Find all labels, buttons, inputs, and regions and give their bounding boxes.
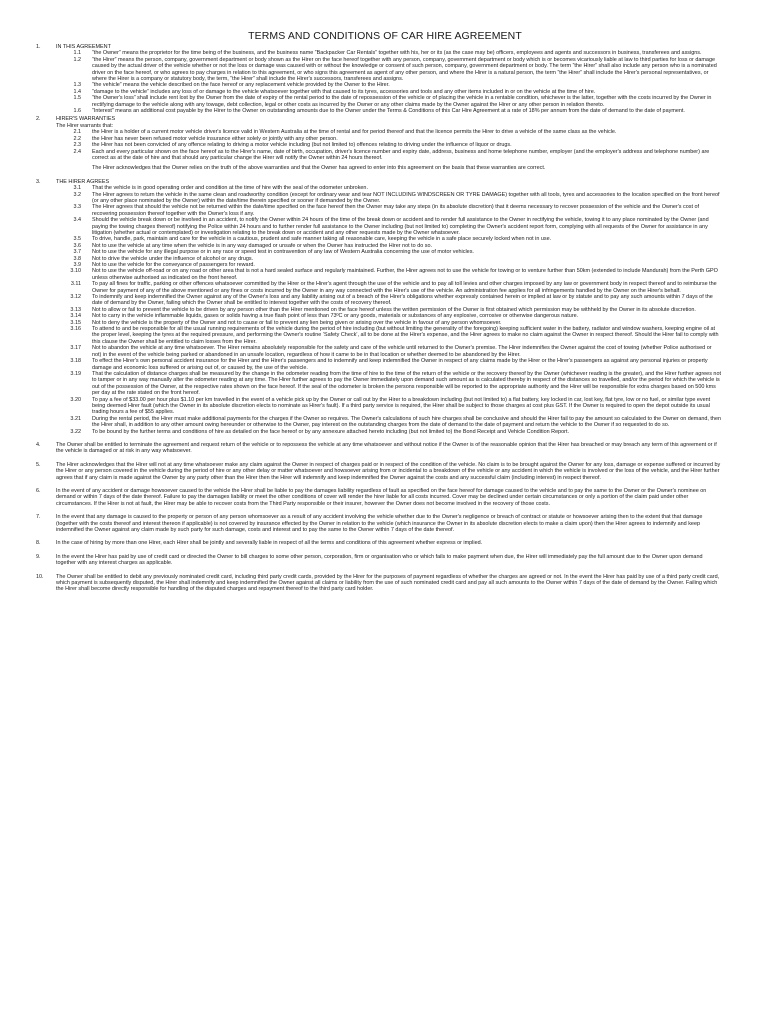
section-5 (0, 462, 770, 481)
clause-text: “the vehicle” means the vehicle described on the face hereof or any replacement vehicle provided by the Owner to the Hirer. (92, 82, 390, 89)
clause (0, 416, 770, 429)
section-8 (0, 540, 770, 546)
clause-number: 1.5 (73, 95, 81, 102)
clause-number: 3.3 (73, 204, 81, 211)
clause-text: To effect the Hirer's own personal accident insurance for the Hirer and the Hirer's passengers and to indemnify and keep indemnified the Owner in respect of any claims made by the Hirer or the Hirer's passengers as against any personal injuries or property damage and economic loss suffered or arising out of, or caused by, the use of the vehicle. (92, 358, 708, 371)
clause-number: 3.6 (73, 242, 81, 249)
clause (0, 371, 770, 397)
section-3 (0, 179, 770, 435)
section-text: The Owner shall be entitled to terminate the agreement and request return of the vehicle or to repossess the vehicle at any time whatsoever and without notice if the Owner is of the reasonable opinion that the Hirer has breached or may breach any term of this agreement or if the vehicle is damaged or at risk in any way whatsoever. (56, 441, 717, 455)
section-heading: THE HIRER AGREES (56, 178, 110, 185)
clause-text: Each and every particular shown on the face hereof as to the Hirer's name, date of birth, occupation, driver's licence number and expiry date, address, business and home telephone number, employer (and the employer's address and telephone number) are correct as at the date of hire and that should any particular change the Hirer will notify the Owner within 24 hours thereof. (92, 148, 710, 161)
clause-number: 1.4 (73, 88, 81, 95)
clause (0, 217, 770, 236)
clause-text: That the calculation of distance charges shall be measured by the change in the odometer reading from the time of hire to the time of the return of the vehicle or the recovery thereof by the Owner (whichever reading is the greater), and the Hirer further agrees not to tamper or in any way manually alter the odometer reading at any time. The Hirer further agrees to pay the Owner immediately upon demand such amount as is calculated thereby in respect of the distances so travelled, and/or the period for which the vehicle is out of the possession of the Owner, at the respective rates shown on the face hereof. If the seal of the odometer is broken the persons responsible will be reported to the appropriate authority and the Hirer will be responsible for extra charges based on 500 kms per day at the rate stated on the front hereof. (92, 370, 721, 397)
clause (0, 204, 770, 217)
section-10 (0, 574, 770, 593)
clause-text: The Hirer agrees to return the vehicle in the same clean and roadworthy condition (except for ordinary wear and tear NOT INCLUDING WINDSCREEN OR TYRE DAMAGE) together with all tools, tyres and accessories to the location specified on the front hereof (or any other place nominated by the Owner) within the date/time therein specified or sooner if demanded by the Owner. (92, 191, 720, 204)
section-number: 4. (36, 441, 41, 448)
section-heading: IN THIS AGREEMENT (56, 44, 111, 50)
clause-number: 1.6 (73, 108, 81, 115)
clause-text: “Interest” means an additional cost payable by the Hirer to the Owner on outstanding amounts due to the Owner under the Terms & Conditions of this Car Hire Agreement at a rate of 18% per annum from the date of demand to the date of payment. (92, 108, 685, 115)
clause-number: 3.22 (70, 428, 81, 435)
clause-number: 3.9 (73, 262, 81, 268)
section-number: 8. (36, 540, 41, 547)
document (0, 30, 770, 600)
section-text: In the event that any damage is caused to the property or person of any person whomsoever as a result of any accident involving the vehicle whether due to the Owner's negligence or breach of contract or statute or howsoever arising then to the extent that that damage (together with the costs thereof and interest thereon if applicable) is not covered by insurance effected by the Owner in relation to the vehicle (which insurance the Owner in its absolute discretion elects to make a claim upon) then the Hirer agrees to indemnify and keep indemnified the Owner against any claim made by such party for such damage, costs and interest and to pay the same to the Owner within 7 days of the date thereof. (56, 514, 703, 534)
clause-text: Not to use the vehicle off-road or on any road or other area that is not a hard sealed surface and regularly maintained. Further, the Hirer agrees not to use the vehicle for towing or to venture further than 50km (extended to include Mandurah) from the Perth GPO unless otherwise authorised as indicated on the front hereof. (92, 268, 718, 281)
section-4 (0, 442, 770, 455)
clause-number: 3.20 (70, 396, 81, 403)
section-text: The Hirer acknowledges that the Hirer will not at any time whatsoever make any claim against the Owner in respect of charges paid or in respect of the condition of the vehicle. No claim is to be brought against the Owner for any loss, damage or expense suffered or incurred by the Hirer or any person covered in the vehicle during the period of hire or any other delay or matter whatsoever and howsoever arising from or incidental to a breakdown of the vehicle or any accident in which the vehicle is involved or the loss of the vehicle, and the Hirer further agrees that if any claim is made against the Owner by any party other than the Hirer then the Hirer will indemnify and keep indemnified the Owner against the costs and any successful claim (including interest) in respect thereof. (56, 461, 721, 481)
clause-number: 3.12 (70, 294, 81, 301)
section-1 (0, 44, 770, 114)
clause-number: 3.10 (70, 268, 81, 275)
section-text: The Owner shall be entitled to debit any previously nominated credit card, including third party credit cards, provided by the Hirer for the purposes of payment regardless of whether the charges are agreed or not. In the event the Hirer has paid by use of a third party credit card, which payment is subsequently disputed, the Hirer shall indemnify and keep indemnified the Owner against all claims or liability from the use of such nominated credit card and pay all such amounts to the Owner within 7 days of the date of demand by the Owner. Failing which the Hirer shall become directly responsible for handling of the disputed charges and repayment thereof to the third party card holder. (56, 573, 720, 593)
clause-text: Should the vehicle break down or be involved in an accident, to notify the Owner within 24 hours of the time of the break down or accident and to render full assistance to the Owner in rectifying the vehicle, towing it to any place nominated by the Owner (and paying the towing charges thereof) notifying the Police within 24 hours and to further render full assistance to the Owner including (but not limited to) completing the Owner's accident report form, complying with all requests of the Owner for assistance in any litigation (whether actual or contemplated) or investigation relating to the break down or accident and any other requests made by the Owner whatsoever. (92, 217, 709, 236)
section-spacer (0, 435, 770, 442)
terms-sections (0, 44, 770, 600)
clause (0, 57, 770, 83)
section-number: 3. (36, 178, 41, 185)
clause-text: That the vehicle is in good operating order and condition at the time of hire with the seal of the odometer unbroken. (92, 185, 368, 192)
section-note: The Hirer acknowledges that the Owner relies on the truth of the above warranties and that the Owner has agreed to enter into this agreement on the basis that these warranties are correct. (92, 165, 546, 172)
clause-number: 1.1 (73, 50, 81, 57)
section-spacer (0, 533, 770, 540)
section-number: 2. (36, 116, 41, 123)
clause-text: Not to use the vehicle for the conveyance of passengers for reward. (92, 262, 255, 268)
clause-number: 3.5 (73, 236, 81, 243)
clause (0, 397, 770, 416)
clause (0, 108, 770, 114)
clause-number: 1.3 (73, 82, 81, 89)
clause-text: Not to drive the vehicle under the influence of alcohol or any drugs. (92, 255, 254, 262)
clause-number: 3.7 (73, 249, 81, 256)
clause-number: 3.2 (73, 191, 81, 198)
clause-text: To pay all fines for traffic, parking or other offences whatsoever committed by the Hirer or the Hirer's agent through the use of the vehicle and to pay all toll levies and other charges imposed by any law or government body in respect thereof and to reimburse the Owner for payment of any of the above mentioned or any fines or costs incurred by the Owner in any way connected with the Hirer's use of the vehicle. An administration fee applies for all infringements handled by the Owner on the Hirer's behalf. (92, 281, 717, 294)
clause-text: Not to allow or fail to prevent the vehicle to be driven by any person other than the Hirer mentioned on the face hereof unless the written permission of the Owner is first obtained which permission may be withheld by the Owner in its absolute discretion. (92, 306, 696, 313)
clause-text: “damage to the vehicle” includes any loss of or damage to the vehicle whatsoever together with that caused to its tyres, accessories and tools and any other items included in or on the vehicle at the time of hire. (92, 88, 596, 95)
clause-text: Not to abandon the vehicle at any time whatsoever. The Hirer remains absolutely responsible for the safety and care of the vehicle until returned to the Owner's premise. The Hirer indemnifies the Owner against the cost of towing (whether Police authorised or not) in the event of the vehicle being parked or abandoned in an unsafe location, regardless of how it came to be in that location or whether deemed to be abandoned by the Hirer. (92, 345, 712, 358)
clause-text: “the Hirer” means the person, company, government department or body shown as the Hirer on the face hereof together with any person, company, government department or body which is or becomes vicariously liable at law to third parties for loss or damage caused by the actual driver of the vehicle whether or not the loss or damage was caused with or without the knowledge or consent of such person, company, government department or body. The term “the Hirer” shall also include any person who is a nominated driver on the face hereof, or who agrees to pay charges in relation to this agreement, or who signs this agreement as agent of any other person, and where the Hirer is a natural person, the term “the Hirer” shall include the Hirer's personal representatives, or where the Hirer is a company or statutory body, the term, “the Hirer” shall include the Hirer's successors, transferees and assigns. (92, 56, 717, 83)
clause-text: To be bound by the further terms and conditions of hire as detailed on the face hereof or by any annexure attached hereto including (but not limited to) the Bond Receipt and Vehicle Condition Report. (92, 428, 569, 435)
section-spacer (0, 567, 770, 574)
section-spacer (0, 172, 770, 179)
clause-text: To pay a fee of $33.00 per hour plus $1.10 per km travelled in the event of a vehicle pick up by the Owner or call out by the Hirer to a breakdown including (but not limited to) a flat battery, key locked in car, lost key, flat tyre, low or no fuel, or similar type event being deemed Hirer fault (which the Owner in its absolute discretion elects to nominate as Hirer's fault). If a third party service is required, the Hirer shall be subject to those charges at cost plus GST. If the Owner is required to open the depot outside its usual trading hours a fee of $55 applies. (92, 396, 711, 416)
clause (0, 429, 770, 435)
clause-text: the Hirer has never been refused motor vehicle insurance either solely or jointly with any other person. (92, 135, 338, 142)
clause-number: 2.3 (73, 142, 81, 149)
clause-text: Not to use the vehicle at any time when the vehicle is in any way damaged or unsafe or when the Owner has instructed the Hirer not to do so. (92, 242, 433, 249)
section-text: In the case of hiring by more than one Hirer, each Hirer shall be jointly and severally liable in respect of all the terms and conditions of this agreement whether express or implied. (56, 540, 483, 547)
clause-text: To attend to and be responsible for all the usual running requirements of the vehicle during the period of hire including (but without limiting the generality of the foregoing) keeping sufficient water in the battery, radiator and window washers, keeping engine oil at the proper level, keeping the tyres at the required pressure, and performing the Owner's routine ‘Safety Check’, all to be done at the Hirer's expense, and the Hirer agrees to make no claim against the Owner in respect thereof. Should the Hirer fail to comply with this clause the Owner shall be entitled to claim losses from the Hirer. (92, 326, 719, 345)
section-text: In the event of any accident or damage howsoever caused to the vehicle the Hirer shall be liable to pay the damages liability regardless of fault as specified on the face hereof for damage caused to the vehicle and to pay the same to the Owner or the Owner's nominee on demand or within 7 days of the date thereof. Failure to pay the damages liability or meet the other conditions of cover will render the hirer liable for all costs incurred. Cover may be declined under certain circumstances or only a portion of the claim paid under other circumstances. If the Hirer is not at fault, the Hirer may be able to recover costs from the Third Party responsible or their insurer, however the Owner does not become involved in the recovery of those costs. (56, 488, 707, 507)
clause-number: 3.14 (70, 313, 81, 320)
clause-text: Not to deny the vehicle is the property of the Owner and not to cause or fail to prevent any lien being given or arising over the vehicle in favour of any person whomsoever. (92, 319, 502, 326)
clause-number: 3.13 (70, 306, 81, 313)
section-spacer (0, 593, 770, 600)
section-number: 9. (36, 553, 41, 560)
clause-number: 3.18 (70, 358, 81, 365)
section-number: 6. (36, 488, 41, 494)
clause-number: 3.8 (73, 255, 81, 262)
clause (0, 358, 770, 371)
clause (0, 268, 770, 281)
clause-text: the Hirer is a holder of a current motor vehicle driver's licence valid in Western Australia at the time of rental and for period thereof and that the licence permits the Hirer to drive a vehicle of the same class as the vehicle. (92, 129, 617, 136)
clause-number: 1.2 (73, 56, 81, 63)
section-number: 7. (36, 514, 41, 521)
clause-number: 2.2 (73, 135, 81, 142)
clause-number: 2.4 (73, 148, 81, 155)
clause-number: 2.1 (73, 129, 81, 136)
section-7 (0, 514, 770, 533)
document-title: TERMS AND CONDITIONS OF CAR HIRE AGREEMENT (248, 30, 522, 42)
section-spacer (0, 481, 770, 488)
clause (0, 192, 770, 205)
section-intro: The Hirer warrants that: (56, 122, 114, 129)
clause-number: 3.11 (70, 281, 81, 288)
section-number: 1. (36, 44, 41, 50)
section-number: 5. (36, 461, 41, 468)
clause (0, 95, 770, 108)
clause-number: 3.15 (70, 319, 81, 326)
clause-number: 3.17 (70, 345, 81, 352)
clause-number: 3.16 (70, 326, 81, 333)
section-2 (0, 116, 770, 171)
clause-number: 3.21 (70, 415, 81, 422)
section-spacer (0, 455, 770, 462)
section-spacer (0, 547, 770, 554)
clause (0, 294, 770, 307)
section-text: In the event the Hirer has paid by use of credit card or directed the Owner to bill charges to some other person, corporation, firm or organisation who or which fails to make payment when due, the Hirer will immediately pay the full amount due to the Owner upon demand together with any interest charges as applicable. (56, 553, 703, 567)
section-spacer (0, 507, 770, 514)
clause-text: Not to carry in the vehicle inflammable liquids, gases or solids having a true flash point of less than 73ºC or any goods, materials or substances of any explosive, corrosive or otherwise dangerous nature. (92, 313, 579, 320)
clause-text: To indemnify and keep indemnified the Owner against any of the Owner's loss and any liability arising out of a breach of the Hirer's obligations whether expressly contained herein or implied at law or by statute and to pay any such amounts within 7 days of the date of demand by the Owner, failing which the Owner shall be entitled to interest together with the costs of recovery thereof. (92, 294, 713, 307)
clause (0, 345, 770, 358)
clause-number: 3.1 (73, 185, 81, 192)
section-9 (0, 554, 770, 567)
clause (0, 149, 770, 162)
clause-text: The Hirer agrees that should the vehicle not be returned within the date/time specified on the face hereof then the Owner may take any steps (in its absolute discretion) that it deems necessary to recover possession of the vehicle and the Owner's cost of recovering possession thereof together with the Owner's loss if any. (92, 204, 700, 217)
clause-text: During the rental period, the Hirer must make additional payments for the charges if the Owner so requires. The Owner's calculations of such hire charges shall be conclusive and should the Hirer fail to pay the amount so calculated to the Owner on demand, then the Hirer shall, in addition to any other amount owing hereunder or otherwise to the Owner, pay interest on the outstanding charges from the date of demand to the date of payment and return the vehicle to the Owner if so requested to do so. (92, 415, 722, 429)
clause-text: To drive, handle, park, maintain and care for the vehicle in a cautious, prudent and safe manner taking all reasonable care, keeping the vehicle in a safe place securely locked when not in use. (92, 236, 552, 243)
clause (0, 281, 770, 294)
section-number: 10. (36, 573, 44, 580)
clause-text: “the Owner's loss” shall include rent lost by the Owner from the date of expiry of the rental period to the date of repossession of the vehicle or of placing the vehicle in a rentable condition, whichever is the latter, together with the costs incurred by the Owner in rectifying damage to the vehicle along with any towage, debt collection, legal or other costs as incurred by the Owner or any other claims made by the Owner against the Hirer or any other person in relation thereto. (92, 95, 712, 108)
section-heading: HIRER'S WARRANTIES (56, 116, 116, 123)
clause-text: Not to use the vehicle for any illegal purpose or in any race or speed test in contravention of any law of Western Australia concerning the use of motor vehicles. (92, 249, 474, 256)
clause-number: 3.19 (70, 370, 81, 377)
clause-text: the Hirer has not been convicted of any offence relating to driving a motor vehicle including (but not limited to) offences relating to driving under the influence of liquor or drugs. (92, 142, 512, 149)
section-6 (0, 488, 770, 507)
clause-text: “the Owner” means the proprietor for the time being of the business, and the business name “Backpacker Car Rentals” together with his, her or its (as the case may be) officers, employees and agents and successors in business, transferees and assigns. (92, 50, 702, 57)
clause (0, 326, 770, 345)
clause-number: 3.4 (73, 217, 81, 224)
